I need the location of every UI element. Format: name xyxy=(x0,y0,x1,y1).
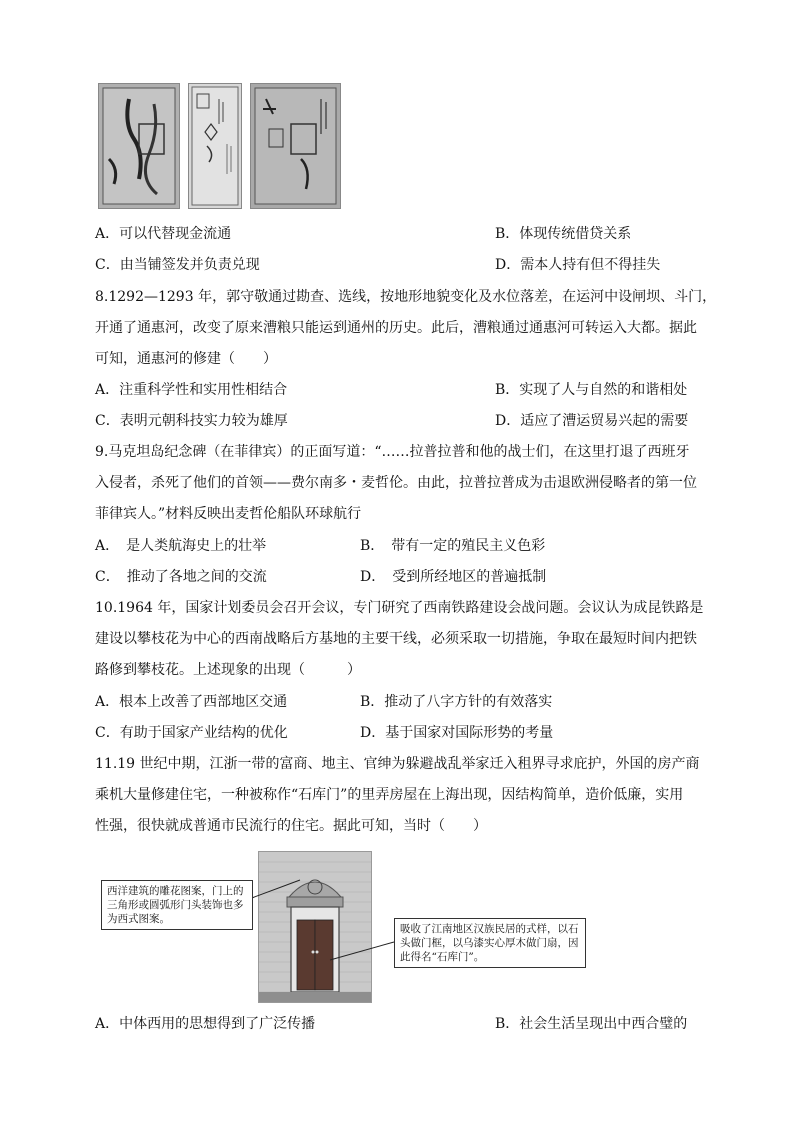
q11-option-b: B．社会生活呈现出中西合璧的 xyxy=(495,1016,688,1032)
q8-stem-line-1: 8.1292—1293 年，郭守敬通过勘查、选线，按地形地貌变化及水位落差，在运河中设闸坝、斗门， xyxy=(95,289,717,305)
q7-option-a: A．可以代替现金流通 xyxy=(95,226,232,242)
q10-option-d: D．基于国家对国际形势的考量 xyxy=(360,725,554,741)
q10-option-a: A．根本上改善了西部地区交通 xyxy=(95,694,288,710)
q11-stem-line-2: 乘机大量修建住宅，一种被称作“石库门”的里弄房屋在上海出现，因结构简单，造价低廉，实用 xyxy=(95,787,684,803)
q9-option-c: C． 推动了各地之间的交流 xyxy=(95,569,267,585)
q11-stem-line-1: 11.19 世纪中期，江浙一带的富商、地主、官绅为躲避战乱举家迁入租界寻求庇护，外国的房产商 xyxy=(95,756,700,772)
q9-option-b: B． 带有一定的殖民主义色彩 xyxy=(360,538,546,554)
q10-stem-line-1: 10.1964 年，国家计划委员会召开会议，专门研究了西南铁路建设会战问题。会议认为成昆铁路是 xyxy=(95,600,704,616)
q10-option-b: B．推动了八字方针的有效落实 xyxy=(360,694,553,710)
q9-stem-line-1: 9.马克坦岛纪念碑（在菲律宾）的正面写道：“……拉普拉普和他的战士们，在这里打退了西班牙 xyxy=(95,444,690,460)
q7-option-d: D．需本人持有但不得挂失 xyxy=(495,257,661,273)
q9-option-d: D． 受到所经地区的普遍抵制 xyxy=(360,569,547,585)
q9-stem-line-3: 菲律宾人。”材料反映出麦哲伦船队环球航行 xyxy=(95,506,362,522)
q10-stem-line-3: 路修到攀枝花。上述现象的出现（ ） xyxy=(95,662,361,678)
q10-stem-line-2: 建设以攀枝花为中心的西南战略后方基地的主要干线，必须采取一切措施，争取在最短时间内把铁 xyxy=(95,631,697,647)
q8-option-d: D．适应了漕运贸易兴起的需要 xyxy=(495,413,689,429)
q10-option-c: C．有助于国家产业结构的优化 xyxy=(95,725,288,741)
callout-jiangnan-features: 吸收了江南地区汉族民居的式样，以石头做门框，以乌漆实心厚木做门扇，因此得名“石库门”。 xyxy=(394,918,586,968)
q9-option-a: A． 是人类航海史上的壮举 xyxy=(95,538,267,554)
q8-stem-line-3: 可知，通惠河的修建（ ） xyxy=(95,351,277,367)
q8-option-c: C．表明元朝科技实力较为雄厚 xyxy=(95,413,288,429)
q8-option-a: A．注重科学性和实用性相结合 xyxy=(95,382,288,398)
q11-option-a: A．中体西用的思想得到了广泛传播 xyxy=(95,1016,316,1032)
callout-western-features: 西洋建筑的雕花图案，门上的三角形或圆弧形门头装饰也多为西式图案。 xyxy=(101,880,253,930)
q8-option-b: B．实现了人与自然的和谐相处 xyxy=(495,382,688,398)
q9-stem-line-2: 入侵者，杀死了他们的首领——费尔南多・麦哲伦。由此，拉普拉普成为击退欧洲侵略者的第一位 xyxy=(95,475,697,491)
q7-option-b: B．体现传统借贷关系 xyxy=(495,226,632,242)
q8-stem-line-2: 开通了通惠河，改变了原来漕粮只能运到通州的历史。此后，漕粮通过通惠河可转运入大都。据此 xyxy=(95,320,697,336)
q7-option-c: C．由当铺签发并负责兑现 xyxy=(95,257,260,273)
q11-stem-line-3: 性强，很快就成普通市民流行的住宅。据此可知，当时（ ） xyxy=(95,818,487,834)
